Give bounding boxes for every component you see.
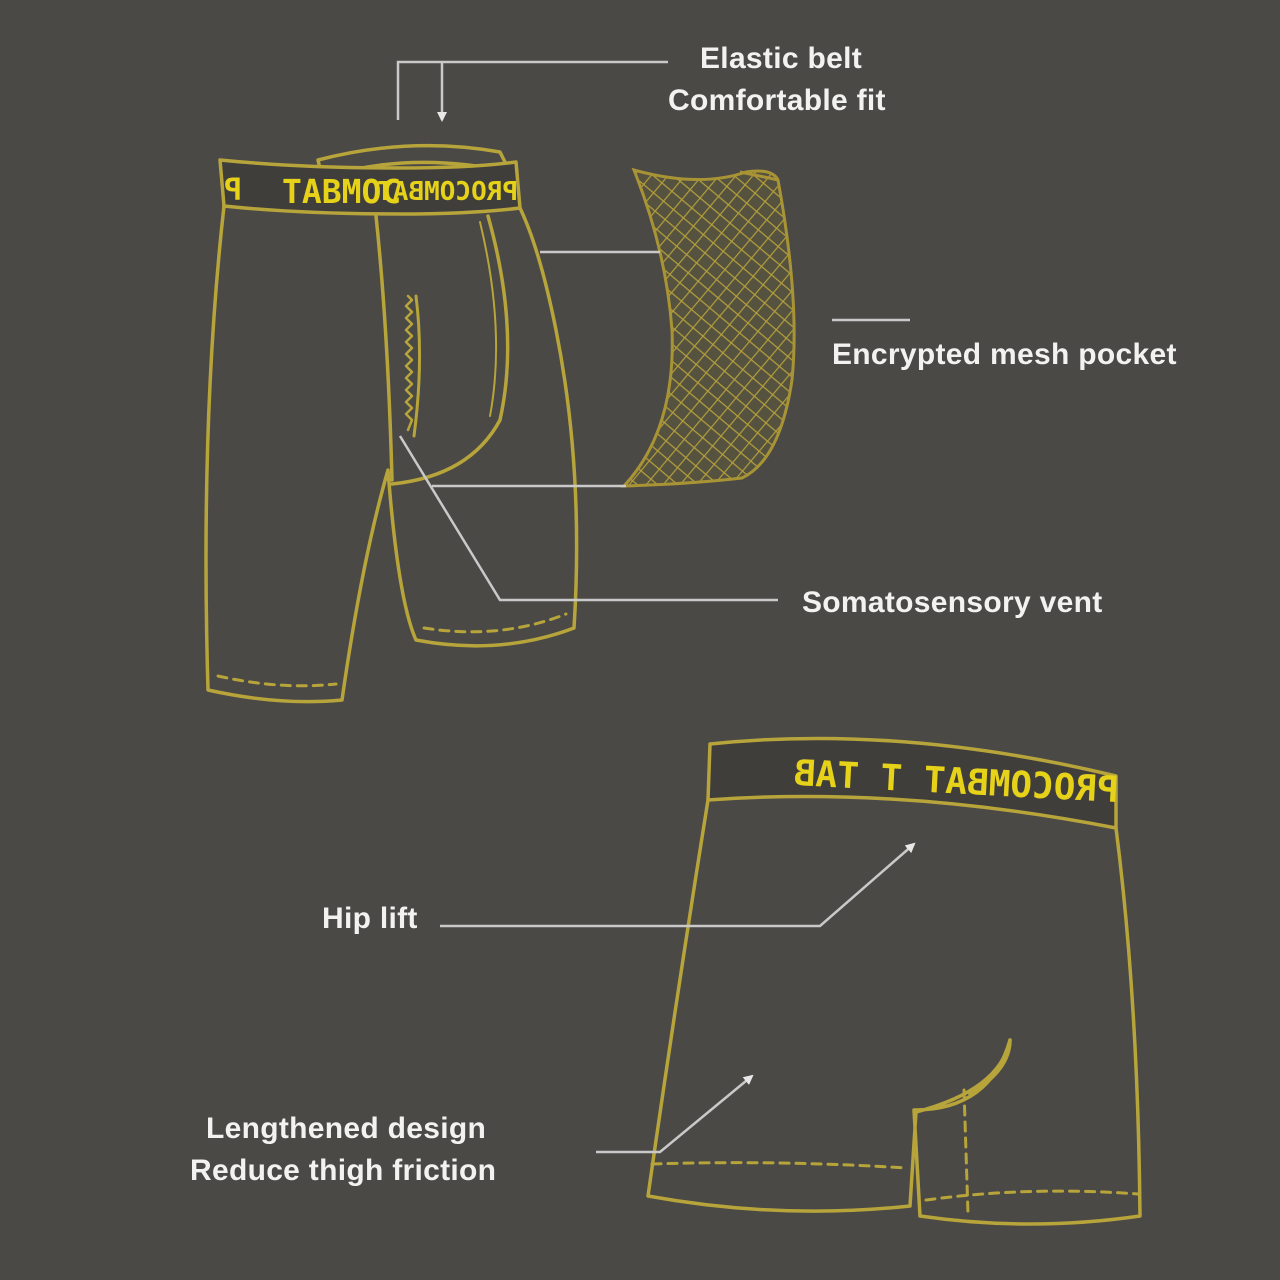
hip-lift-text: Hip lift bbox=[322, 902, 418, 935]
back-waistband-text: PROCOMBAT T TAB bbox=[792, 753, 1120, 811]
hip-lift-label bbox=[322, 898, 418, 940]
back-shorts bbox=[648, 738, 1140, 1224]
lengthened-design-label bbox=[206, 1108, 486, 1150]
front-waistband-text: TABMOC bbox=[282, 172, 402, 211]
mesh-pocket bbox=[624, 170, 794, 486]
somatosensory-vent-text: Somatosensory vent bbox=[802, 586, 1103, 619]
front-waistband-letter-p: P bbox=[223, 173, 242, 208]
reduce-friction-line: Reduce thigh friction bbox=[190, 1154, 497, 1187]
front-shorts bbox=[206, 146, 577, 702]
belt-leader bbox=[398, 62, 668, 120]
comfortable-fit-label bbox=[668, 80, 886, 122]
reduce-friction-label bbox=[190, 1150, 496, 1192]
mesh-pocket-label bbox=[832, 334, 1177, 376]
elastic-belt-line: Elastic belt bbox=[700, 42, 862, 75]
back-right-hem-stitch bbox=[926, 1191, 1138, 1200]
back-left-hem-stitch bbox=[652, 1163, 906, 1168]
lengthened-design-line: Lengthened design bbox=[206, 1112, 487, 1145]
comfortable-fit-line: Comfortable fit bbox=[668, 84, 886, 117]
back-body-outline bbox=[648, 800, 1140, 1224]
front-waistband-brand: PROCOMBAT bbox=[377, 177, 518, 207]
front-center-seam bbox=[376, 216, 392, 480]
back-waistband-lettering bbox=[793, 753, 1120, 811]
mesh-pocket-text: Encrypted mesh pocket bbox=[832, 338, 1177, 371]
somatosensory-vent-label bbox=[802, 582, 1103, 624]
vent-stitching bbox=[406, 296, 412, 430]
hip-lift-leader bbox=[440, 844, 914, 926]
elastic-belt-label bbox=[700, 38, 862, 80]
front-left-hem-stitch bbox=[218, 676, 336, 686]
lengthened-leader bbox=[596, 1076, 752, 1152]
front-right-hem-stitch bbox=[424, 614, 566, 632]
